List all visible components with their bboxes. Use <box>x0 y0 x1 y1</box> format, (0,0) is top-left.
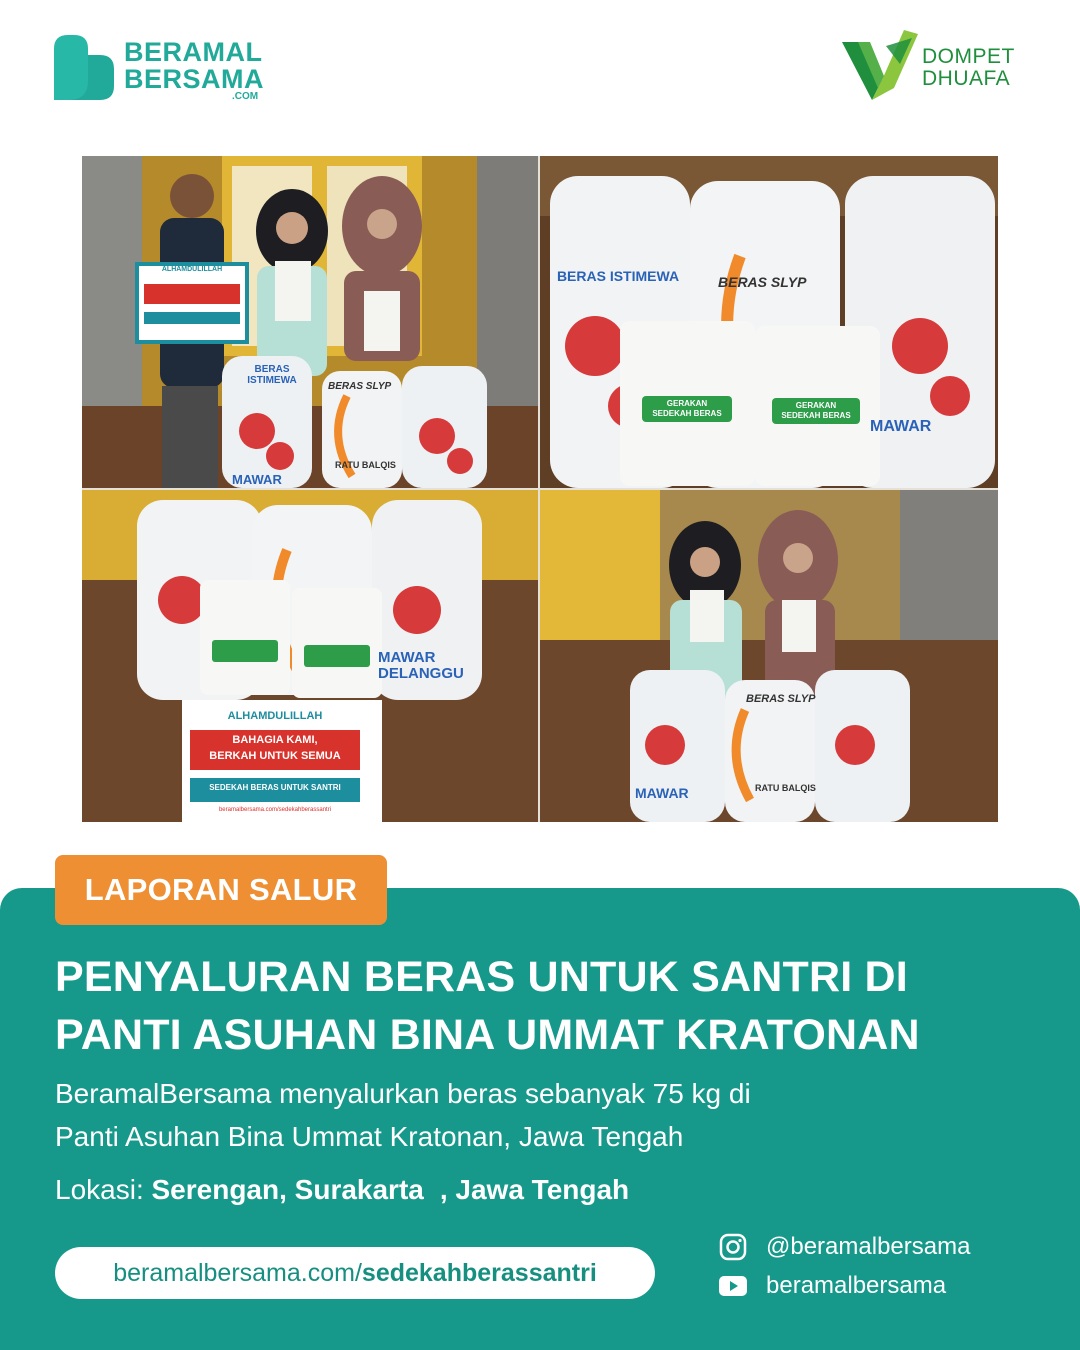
mawar-text: MAWAR <box>378 649 436 666</box>
url-path: sedekahberassantri <box>361 1259 597 1287</box>
sack-label-slyp-4: BERAS SLYP <box>746 693 816 705</box>
header <box>0 0 1080 140</box>
location-label: Lokasi: <box>55 1174 144 1205</box>
location <box>55 1170 629 1210</box>
small-bag-label-2 <box>772 401 860 421</box>
url-domain: beramalbersama.com/ <box>113 1259 362 1287</box>
sack-brand-ratu: RATU BALQIS <box>335 460 396 470</box>
photo-collage <box>82 156 998 822</box>
page-title <box>55 948 1045 1064</box>
small-bag-line-2: SEDEKAH BERAS <box>652 409 722 418</box>
photo-rice-sacks <box>540 156 998 488</box>
sack-brand-mawar-2: MAWAR <box>870 418 932 435</box>
small-bag-line-1: GERAKAN <box>666 399 708 408</box>
logo-line-2: BERSAMA <box>124 64 265 94</box>
banner-sedekah: SEDEKAH BERAS UNTUK SANTRI <box>209 783 341 792</box>
dompet-dhuafa-mark-icon <box>842 30 920 108</box>
title-line-1: PENYALURAN BERAS UNTUK SANTRI DI <box>55 953 908 1001</box>
banner-line-2: BAHAGIA KAMI, <box>232 734 318 746</box>
photo-handover-banner <box>82 156 538 488</box>
report-badge: LAPORAN SALUR <box>55 855 387 925</box>
delanggu-text: DELANGGU <box>378 665 464 682</box>
banner-line-3: BERKAH UNTUK SEMUA <box>209 750 341 762</box>
banner-url: beramalbersama.com/sedekahberassantri <box>218 807 332 813</box>
youtube-icon <box>718 1272 748 1300</box>
location-place: Serengan, Surakarta <box>151 1174 424 1205</box>
photo-santri-sacks <box>540 490 998 822</box>
dd-line-2: DHUAFA <box>922 67 1011 90</box>
logo-suffix: .COM <box>232 91 259 102</box>
youtube-text: beramalbersama <box>766 1272 947 1299</box>
sack-label-slyp-2: BERAS SLYP <box>718 274 807 290</box>
sack-brand-mawar-4: MAWAR <box>635 785 689 801</box>
dd-line-1: DOMPET <box>922 45 1015 68</box>
banner-line-1: ALHAMDULILLAH <box>161 266 223 273</box>
beramal-bersama-logo[interactable] <box>54 35 284 105</box>
instagram-text: @beramalbersama <box>766 1233 971 1260</box>
sack-brand-mawar-3 <box>378 650 464 682</box>
small-bag-label-1 <box>642 399 732 419</box>
banner-alhamdulillah: ALHAMDULILLAH <box>227 710 323 722</box>
desc-line-1: BeramalBersama menyalurkan beras sebanyak 75 kg di <box>55 1078 751 1109</box>
desc-line-2: Panti Asuhan Bina Ummat Kratonan, Jawa Tengah <box>55 1121 684 1152</box>
dompet-dhuafa-logo[interactable] <box>842 30 1042 110</box>
beramal-bersama-wordmark <box>124 39 264 93</box>
heart-logo-icon <box>54 35 114 100</box>
sack-label-slyp: BERAS SLYP <box>328 381 392 392</box>
logo-line-1: BERAMAL <box>124 37 263 67</box>
sack-brand-ratu-4: RATU BALQIS <box>755 783 816 793</box>
small-bag-line-2b: SEDEKAH BERAS <box>781 411 851 420</box>
instagram-icon <box>718 1233 748 1261</box>
sack-label-istimewa-2: BERAS ISTIMEWA <box>556 268 680 284</box>
title-line-2: PANTI ASUHAN BINA UMMAT KRATONAN <box>55 1011 920 1059</box>
dompet-dhuafa-wordmark <box>922 46 1015 90</box>
banner-bahagia <box>190 732 360 764</box>
photo-sacks-banner <box>82 490 538 822</box>
campaign-link[interactable] <box>55 1247 655 1299</box>
sack-label-istimewa: BERAS ISTIMEWA <box>247 364 297 386</box>
location-region: , Jawa Tengah <box>439 1174 630 1205</box>
description <box>55 1072 1055 1158</box>
sack-brand-mawar: MAWAR <box>232 472 282 487</box>
banner-text-small <box>140 266 244 273</box>
small-bag-line-1b: GERAKAN <box>795 401 837 410</box>
